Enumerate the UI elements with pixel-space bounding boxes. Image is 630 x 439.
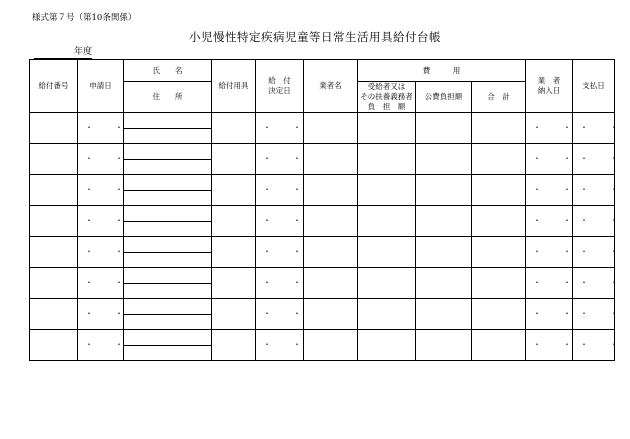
recipient-burden-cell[interactable] [358, 299, 416, 330]
address-field[interactable] [124, 222, 211, 237]
application-date-cell[interactable] [78, 175, 130, 206]
delivery-date-cell[interactable] [526, 330, 579, 361]
table-row [30, 330, 615, 361]
name-field[interactable] [124, 206, 211, 222]
total-cell[interactable] [472, 175, 526, 206]
date-placeholder: ・ ・ [263, 185, 308, 194]
total-cell[interactable] [472, 268, 526, 299]
decision-date-cell[interactable] [256, 206, 308, 237]
recipient-burden-cell[interactable] [358, 330, 416, 361]
decision-date-cell[interactable] [256, 175, 308, 206]
date-placeholder: ・ ・ [533, 154, 579, 163]
name-field[interactable] [124, 113, 211, 129]
address-field[interactable] [124, 284, 211, 299]
total-cell[interactable] [472, 330, 526, 361]
name-address-cell[interactable] [124, 175, 212, 206]
table-row [30, 299, 615, 330]
decision-date-cell[interactable] [256, 299, 308, 330]
header-recipient-burden-line1: 受給者又は [367, 82, 406, 91]
table-row [30, 237, 615, 268]
date-placeholder: ・ ・ [85, 340, 130, 349]
name-address-cell[interactable] [124, 113, 212, 144]
header-payment-number: 給付番号 [30, 60, 78, 113]
payment-date-cell[interactable] [573, 144, 626, 175]
public-burden-cell[interactable] [416, 330, 472, 361]
date-placeholder: ・ ・ [263, 216, 308, 225]
application-date-cell[interactable] [78, 268, 130, 299]
payment-date-cell[interactable] [573, 268, 626, 299]
header-address: 住 所 [124, 82, 212, 113]
header-vendor: 業者名 [304, 60, 358, 113]
header-name: 氏 名 [124, 60, 212, 82]
public-burden-cell[interactable] [416, 113, 472, 144]
date-placeholder: ・ ・ [85, 154, 130, 163]
total-cell[interactable] [472, 299, 526, 330]
header-recipient-burden-line2: その扶養義務者 [360, 92, 413, 101]
address-field[interactable] [124, 129, 211, 144]
payment-date-cell[interactable] [573, 299, 626, 330]
form-number: 様式第７号（第10条関係） [32, 13, 137, 23]
vendor-cell[interactable] [304, 299, 358, 330]
payment-number-cell[interactable] [30, 330, 78, 361]
date-placeholder: ・ ・ [580, 154, 626, 163]
address-field[interactable] [124, 253, 211, 268]
header-payment-date: 支払日 [573, 60, 615, 113]
equipment-cell[interactable] [212, 299, 256, 330]
header-cost: 費 用 [358, 60, 526, 82]
public-burden-cell[interactable] [416, 175, 472, 206]
recipient-burden-cell[interactable] [358, 237, 416, 268]
date-placeholder: ・ ・ [85, 247, 130, 256]
date-placeholder: ・ ・ [263, 278, 308, 287]
header-application-date: 申請日 [78, 60, 124, 113]
vendor-cell[interactable] [304, 268, 358, 299]
delivery-date-cell[interactable] [526, 206, 579, 237]
equipment-cell[interactable] [212, 113, 256, 144]
equipment-cell[interactable] [212, 175, 256, 206]
name-field[interactable] [124, 330, 211, 346]
name-address-cell[interactable] [124, 144, 212, 175]
name-field[interactable] [124, 144, 211, 160]
recipient-burden-cell[interactable] [358, 206, 416, 237]
equipment-cell[interactable] [212, 206, 256, 237]
payment-date-cell[interactable] [573, 330, 626, 361]
name-field[interactable] [124, 175, 211, 191]
application-date-cell[interactable] [78, 237, 130, 268]
delivery-date-cell[interactable] [526, 144, 579, 175]
date-placeholder: ・ ・ [580, 309, 626, 318]
application-date-cell[interactable] [78, 299, 130, 330]
name-address-cell[interactable] [124, 237, 212, 268]
recipient-burden-cell[interactable] [358, 175, 416, 206]
address-field[interactable] [124, 315, 211, 330]
payment-number-cell[interactable] [30, 144, 78, 175]
table-row [30, 268, 615, 299]
address-field[interactable] [124, 346, 211, 361]
vendor-cell[interactable] [304, 237, 358, 268]
payment-date-cell[interactable] [573, 175, 626, 206]
date-placeholder: ・ ・ [263, 154, 308, 163]
public-burden-cell[interactable] [416, 206, 472, 237]
document-title: 小児慢性特定疾病児童等日常生活用具給付台帳 [189, 30, 441, 44]
fiscal-year-field[interactable]: 年度 [34, 47, 92, 59]
vendor-cell[interactable] [304, 113, 358, 144]
vendor-cell[interactable] [304, 330, 358, 361]
header-delivery-date-line1: 業 者 [537, 76, 561, 85]
decision-date-cell[interactable] [256, 237, 308, 268]
decision-date-cell[interactable] [256, 144, 308, 175]
date-placeholder: ・ ・ [533, 309, 579, 318]
date-placeholder: ・ ・ [85, 309, 130, 318]
date-placeholder: ・ ・ [85, 123, 130, 132]
date-placeholder: ・ ・ [580, 185, 626, 194]
application-date-cell[interactable] [78, 206, 130, 237]
payment-number-cell[interactable] [30, 299, 78, 330]
address-field[interactable] [124, 191, 211, 206]
header-decision-date-line1: 給 付 [268, 76, 291, 85]
delivery-date-cell[interactable] [526, 175, 579, 206]
equipment-cell[interactable] [212, 330, 256, 361]
public-burden-cell[interactable] [416, 237, 472, 268]
recipient-burden-cell[interactable] [358, 268, 416, 299]
date-placeholder: ・ ・ [533, 216, 579, 225]
payment-number-cell[interactable] [30, 206, 78, 237]
payment-number-cell[interactable] [30, 113, 78, 144]
equipment-cell[interactable] [212, 268, 256, 299]
name-address-cell[interactable] [124, 206, 212, 237]
header-recipient-burden-line3: 負 担 額 [367, 102, 406, 111]
decision-date-cell[interactable] [256, 268, 308, 299]
decision-date-cell[interactable] [256, 113, 308, 144]
date-placeholder: ・ ・ [263, 247, 308, 256]
payment-date-cell[interactable] [573, 206, 626, 237]
header-recipient-burden [358, 82, 416, 113]
table-row [30, 175, 615, 206]
header-decision-date [256, 60, 304, 113]
date-placeholder: ・ ・ [533, 278, 579, 287]
public-burden-cell[interactable] [416, 144, 472, 175]
header-delivery-date-line2: 納入日 [537, 86, 561, 95]
application-date-cell[interactable] [78, 113, 130, 144]
name-field[interactable] [124, 268, 211, 284]
recipient-burden-cell[interactable] [358, 113, 416, 144]
payment-date-cell[interactable] [573, 237, 626, 268]
date-placeholder: ・ ・ [580, 216, 626, 225]
equipment-cell[interactable] [212, 144, 256, 175]
date-placeholder: ・ ・ [263, 123, 308, 132]
address-field[interactable] [124, 160, 211, 175]
public-burden-cell[interactable] [416, 268, 472, 299]
total-cell[interactable] [472, 113, 526, 144]
table-row [30, 113, 615, 144]
date-placeholder: ・ ・ [263, 340, 308, 349]
vendor-cell[interactable] [304, 206, 358, 237]
delivery-date-cell[interactable] [526, 113, 579, 144]
decision-date-cell[interactable] [256, 330, 308, 361]
date-placeholder: ・ ・ [533, 340, 579, 349]
date-placeholder: ・ ・ [533, 185, 579, 194]
application-date-cell[interactable] [78, 330, 130, 361]
name-address-cell[interactable] [124, 299, 212, 330]
vendor-cell[interactable] [304, 144, 358, 175]
header-equipment: 給付用具 [212, 60, 256, 113]
delivery-date-cell[interactable] [526, 299, 579, 330]
name-field[interactable] [124, 299, 211, 315]
header-delivery-date [526, 60, 573, 113]
date-placeholder: ・ ・ [580, 123, 626, 132]
application-date-cell[interactable] [78, 144, 130, 175]
date-placeholder: ・ ・ [85, 278, 130, 287]
name-field[interactable] [124, 237, 211, 253]
header-total: 合 計 [472, 82, 526, 113]
total-cell[interactable] [472, 206, 526, 237]
name-address-cell[interactable] [124, 268, 212, 299]
payment-number-cell[interactable] [30, 268, 78, 299]
header-public-burden: 公費負担額 [416, 82, 472, 113]
header-decision-date-line2: 決定日 [268, 86, 291, 95]
name-address-cell[interactable] [124, 330, 212, 361]
payment-number-cell[interactable] [30, 237, 78, 268]
date-placeholder: ・ ・ [533, 123, 579, 132]
vendor-cell[interactable] [304, 175, 358, 206]
date-placeholder: ・ ・ [580, 340, 626, 349]
equipment-cell[interactable] [212, 237, 256, 268]
date-placeholder: ・ ・ [533, 247, 579, 256]
total-cell[interactable] [472, 144, 526, 175]
recipient-burden-cell[interactable] [358, 144, 416, 175]
table-row [30, 144, 615, 175]
date-placeholder: ・ ・ [263, 309, 308, 318]
payment-number-cell[interactable] [30, 175, 78, 206]
date-placeholder: ・ ・ [580, 278, 626, 287]
date-placeholder: ・ ・ [85, 185, 130, 194]
delivery-date-cell[interactable] [526, 237, 579, 268]
public-burden-cell[interactable] [416, 299, 472, 330]
date-placeholder: ・ ・ [580, 247, 626, 256]
table-row [30, 206, 615, 237]
total-cell[interactable] [472, 237, 526, 268]
ledger-table [29, 59, 626, 361]
payment-date-cell[interactable] [573, 113, 626, 144]
date-placeholder: ・ ・ [85, 216, 130, 225]
delivery-date-cell[interactable] [526, 268, 579, 299]
